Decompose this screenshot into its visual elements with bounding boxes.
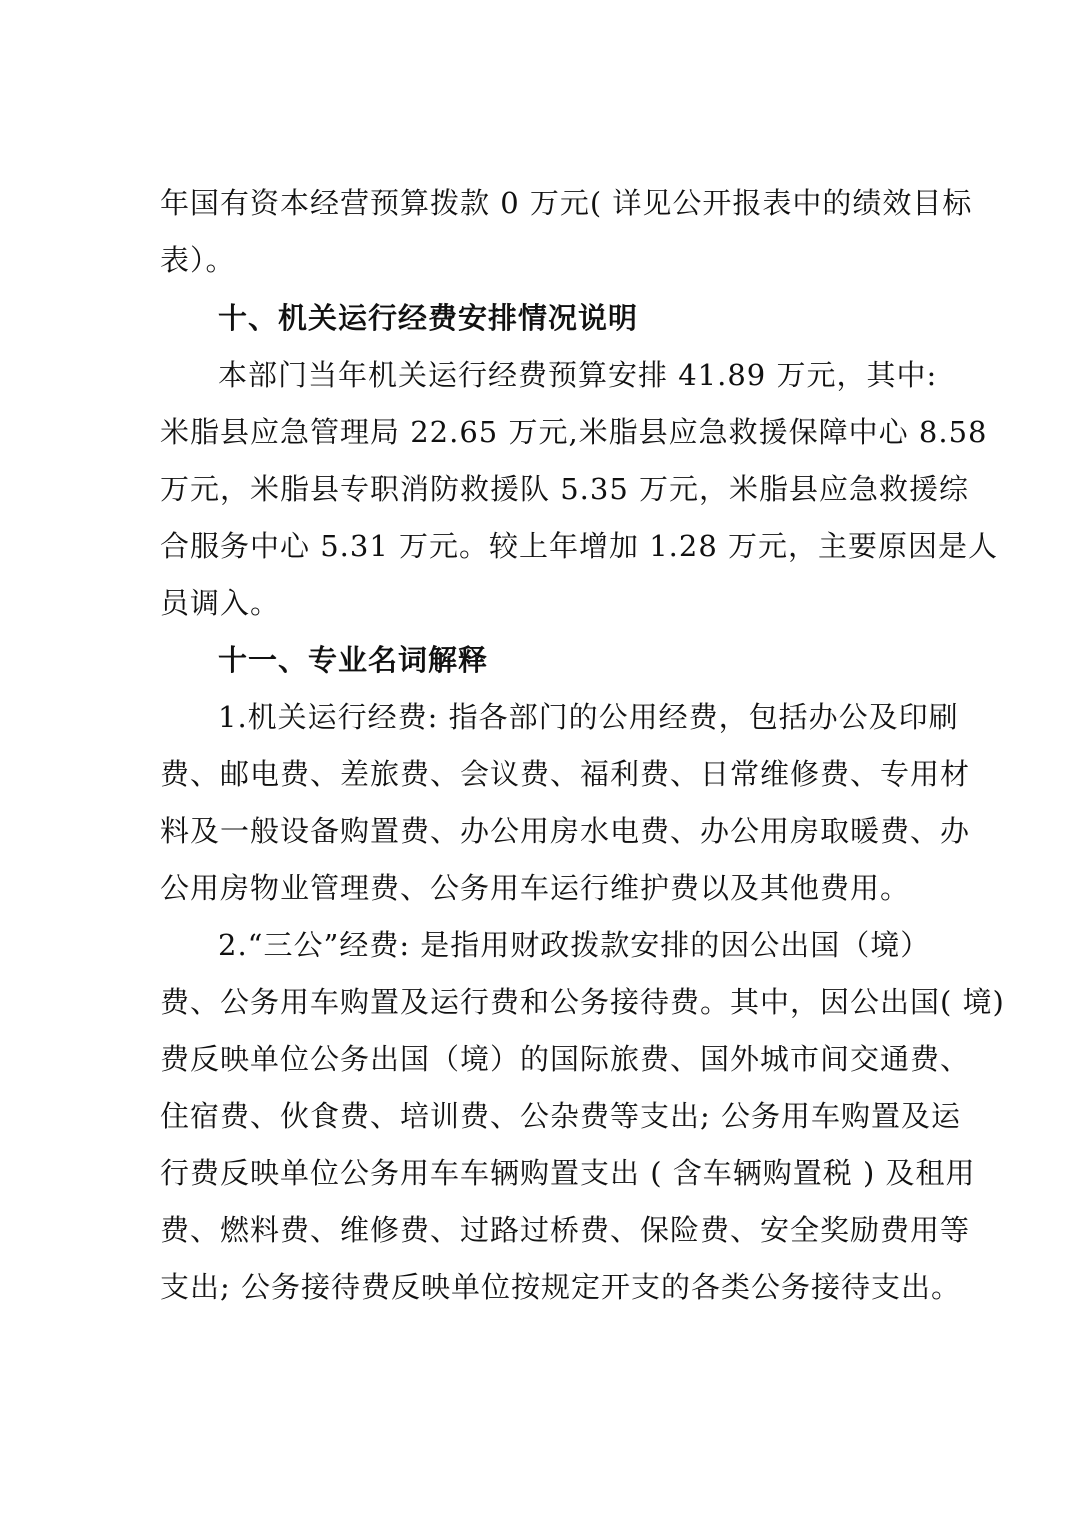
paragraph-line: 住宿费、伙食费、培训费、公杂费等支出; 公务用车购置及运 xyxy=(160,1099,961,1133)
section-heading-11: 十一、专业名词解释 xyxy=(218,643,489,677)
paragraph-line: 费、邮电费、差旅费、会议费、福利费、日常维修费、专用材 xyxy=(160,757,971,791)
paragraph-line: 1.机关运行经费: 指各部门的公用经费，包括办公及印刷 xyxy=(218,700,959,734)
paragraph-line: 费反映单位公务出国（境）的国际旅费、国外城市间交通费、 xyxy=(160,1042,971,1076)
paragraph-line: 料及一般设备购置费、办公用房水电费、办公用房取暖费、办 xyxy=(160,814,971,848)
paragraph-line: 公用房物业管理费、公务用车运行维护费以及其他费用。 xyxy=(160,871,911,905)
paragraph-line: 表）。 xyxy=(160,243,236,277)
paragraph-line: 合服务中心 5.31 万元。较上年增加 1.28 万元，主要原因是人 xyxy=(160,529,999,563)
paragraph-line: 本部门当年机关运行经费预算安排 41.89 万元，其中: xyxy=(218,358,938,392)
paragraph-line: 米脂县应急管理局 22.65 万元,米脂县应急救援保障中心 8.58 xyxy=(160,415,988,449)
paragraph-line: 支出; 公务接待费反映单位按规定开支的各类公务接待支出。 xyxy=(160,1270,961,1304)
paragraph-line: 费、公务用车购置及运行费和公务接待费。其中，因公出国( 境) xyxy=(160,985,1005,1019)
paragraph-line: 费、燃料费、维修费、过路过桥费、保险费、安全奖励费用等 xyxy=(160,1213,971,1247)
section-heading-10: 十、机关运行经费安排情况说明 xyxy=(218,301,639,335)
paragraph-line: 员调入。 xyxy=(160,586,281,620)
paragraph-line: 年国有资本经营预算拨款 0 万元( 详见公开报表中的绩效目标 xyxy=(160,186,973,220)
paragraph-line: 行费反映单位公务用车车辆购置支出 ( 含车辆购置税 ) 及租用 xyxy=(160,1156,976,1190)
paragraph-line: 2.“三公”经费: 是指用财政拨款安排的因公出国（境） xyxy=(218,928,931,962)
paragraph-line: 万元，米脂县专职消防救援队 5.35 万元，米脂县应急救援综 xyxy=(160,472,970,506)
